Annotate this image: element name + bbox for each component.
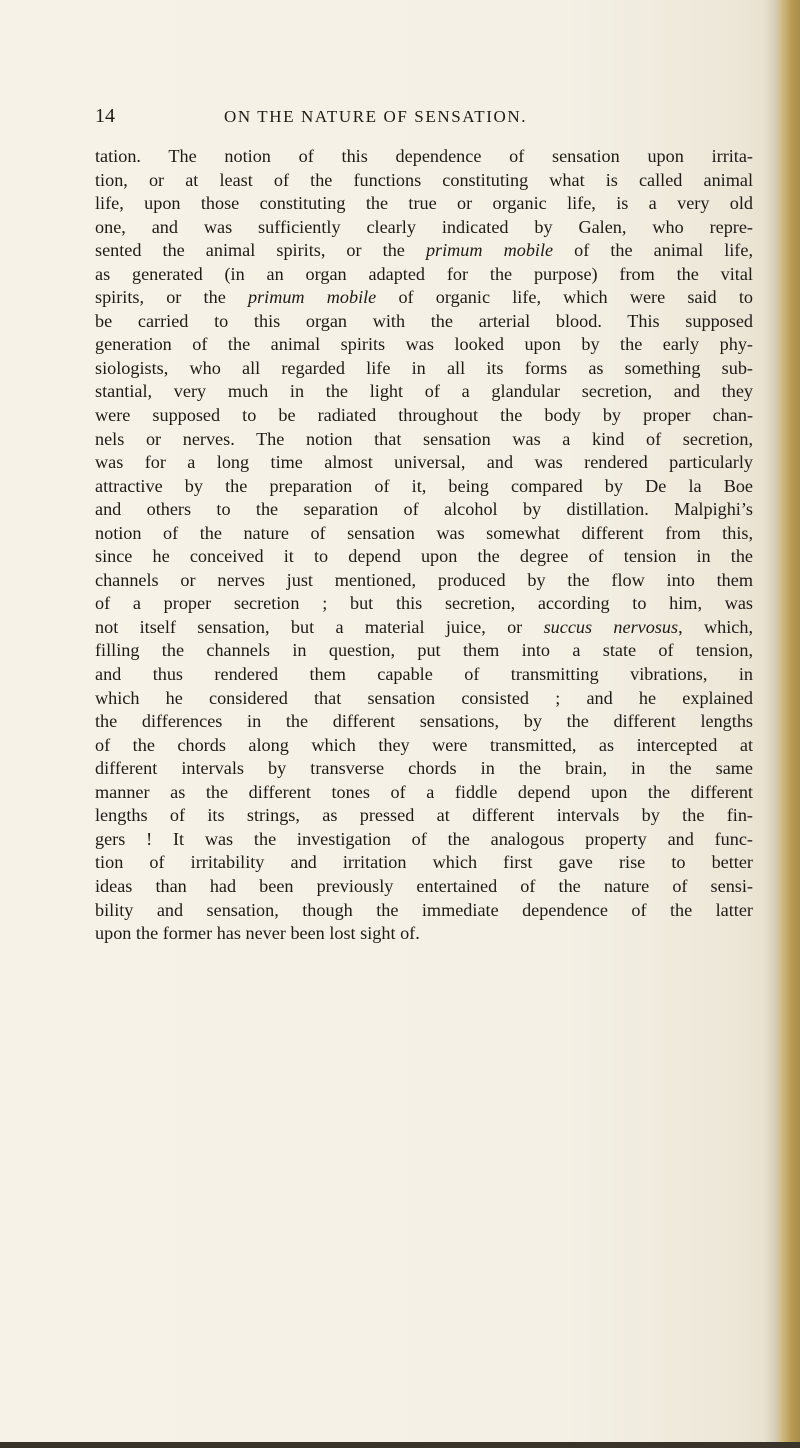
text-line: be carried to this organ with the arterial blood. This supposed bbox=[95, 310, 753, 331]
text-line: as generated (in an organ adapted for the purpose) from the vital bbox=[95, 263, 753, 284]
text-line: of the chords along which they were transmitted, as intercepted at bbox=[95, 734, 753, 755]
text-line: which he considered that sensation consisted ; and he explained bbox=[95, 687, 753, 708]
italic-phrase: primum mobile bbox=[247, 287, 377, 308]
text-line: stantial, very much in the light of a glandular secretion, and they bbox=[95, 381, 753, 402]
text-line: not itself sensation, but a material juice, or succus nervosus, which, bbox=[95, 616, 753, 637]
text-line: gers ! It was the investigation of the analogous property and func- bbox=[95, 828, 753, 849]
text-line: notion of the nature of sensation was somewhat different from this, bbox=[95, 522, 753, 543]
text-line: ideas than had been previously entertained of the nature of sensi- bbox=[95, 875, 753, 896]
text-line: one, and was sufficiently clearly indicated by Galen, who repre- bbox=[95, 216, 753, 237]
page-number: 14 bbox=[95, 105, 115, 127]
text-line: since he conceived it to depend upon the degree of tension in the bbox=[95, 546, 753, 567]
text-line: were supposed to be radiated throughout the body by proper chan- bbox=[95, 405, 753, 426]
text-line: manner as the different tones of a fiddle depend upon the different bbox=[95, 781, 753, 802]
text-line: the differences in the different sensations, by the different lengths bbox=[95, 711, 753, 732]
text-line: and others to the separation of alcohol by distillation. Malpighi’s bbox=[95, 499, 753, 520]
text-line: channels or nerves just mentioned, produced by the flow into them bbox=[95, 569, 753, 590]
body-text bbox=[95, 145, 753, 946]
page-edge-binding bbox=[778, 0, 800, 1448]
text-line: different intervals by transverse chords in the brain, in the same bbox=[95, 758, 753, 779]
text-line: siologists, who all regarded life in all its forms as something sub- bbox=[95, 357, 753, 378]
running-head: ON THE NATURE OF SENSATION. bbox=[224, 107, 528, 126]
text-line: of a proper secretion ; but this secretion, according to him, was bbox=[95, 593, 753, 614]
text-line-final: upon the former has never been lost sight of. bbox=[95, 923, 420, 944]
text-line: sented the animal spirits, or the primum mobile of the animal life, bbox=[95, 240, 753, 261]
italic-phrase: primum mobile bbox=[425, 240, 554, 261]
page-gutter-shadow bbox=[764, 0, 778, 1448]
text-line: life, upon those constituting the true or organic life, is a very old bbox=[95, 193, 753, 214]
text-line: and thus rendered them capable of transmitting vibrations, in bbox=[95, 664, 753, 685]
text-line: generation of the animal spirits was looked upon by the early phy- bbox=[95, 334, 753, 355]
text-line: tion, or at least of the functions constituting what is called animal bbox=[95, 169, 753, 190]
text-line: attractive by the preparation of it, being compared by De la Boe bbox=[95, 475, 753, 496]
text-line: bility and sensation, though the immediate dependence of the latter bbox=[95, 899, 753, 920]
text-line: filling the channels in question, put them into a state of tension, bbox=[95, 640, 753, 661]
text-line: nels or nerves. The notion that sensation was a kind of secretion, bbox=[95, 428, 753, 449]
italic-phrase: succus nervosus bbox=[543, 616, 679, 637]
text-line: was for a long time almost universal, and was rendered particularly bbox=[95, 452, 753, 473]
text-line: tion of irritability and irritation which first gave rise to better bbox=[95, 852, 753, 873]
page-bottom-edge bbox=[0, 1442, 800, 1448]
text-line: lengths of its strings, as pressed at different intervals by the fin- bbox=[95, 805, 753, 826]
page-header bbox=[95, 105, 755, 135]
text-line: spirits, or the primum mobile of organic life, which were said to bbox=[95, 287, 753, 308]
text-line: tation. The notion of this dependence of sensation upon irrita- bbox=[95, 146, 753, 166]
